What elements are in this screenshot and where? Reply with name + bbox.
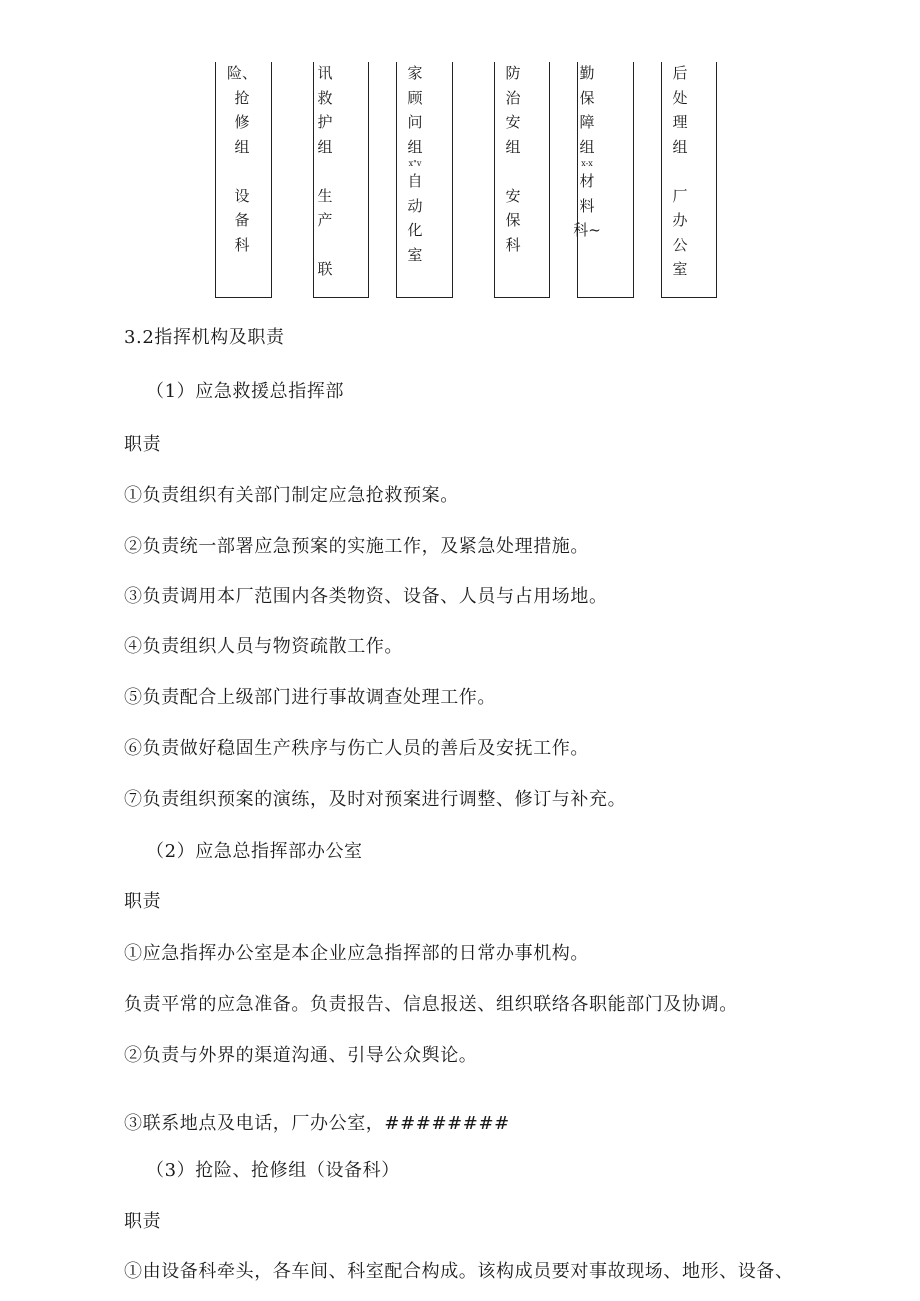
org-char: 料 (579, 196, 595, 215)
org-col-security (493, 61, 533, 257)
org-char: 安 (505, 113, 521, 131)
org-char: 备 (234, 211, 250, 229)
org-char: 产 (317, 211, 333, 229)
org-char: 处 (672, 88, 688, 107)
org-char: 自 (407, 172, 423, 190)
org-col-repair (222, 61, 262, 257)
org-col-expert (395, 61, 435, 267)
org-char: 顾 (407, 88, 423, 107)
org-char: 化 (407, 221, 423, 239)
org-mark: x-x (581, 159, 593, 168)
duty-item: ①负责组织有关部门制定应急抢救预案。 (124, 485, 459, 506)
org-char: 家 (407, 64, 423, 82)
org-char: 科~ (573, 221, 601, 239)
org-char: 材 (579, 172, 595, 190)
duty-item: ③联系地点及电话，厂办公室，######## (124, 1113, 510, 1134)
org-char (305, 159, 345, 184)
org-char: 组 (317, 137, 333, 156)
org-char: 厂 (672, 186, 688, 205)
duty-item: ②负责与外界的渠道沟通、引导公众舆论。 (124, 1045, 478, 1066)
subheading-1: （1）应急救援总指挥部 (146, 381, 345, 402)
org-char: 组 (505, 137, 521, 156)
org-char: 险、 (226, 64, 257, 82)
org-char: 生 (317, 186, 333, 205)
duty-label-1: 职责 (124, 434, 162, 455)
duty-label-3: 职责 (124, 1211, 162, 1232)
org-char (222, 159, 262, 184)
org-char: 设 (234, 186, 250, 205)
duty-item: ①由设备科牵头，各车间、科室配合构成。该构成员要对事故现场、地形、设备、 (124, 1261, 794, 1282)
subheading-2: （2）应急总指挥部办公室 (146, 841, 363, 862)
org-char: 防 (505, 64, 521, 82)
org-col-logistics (567, 61, 607, 243)
org-char: 组 (672, 137, 688, 156)
org-char: 保 (505, 211, 521, 229)
org-char: 组 (234, 137, 250, 156)
section-heading: 3.2指挥机构及职责 (124, 327, 285, 348)
org-char: 抢 (234, 88, 250, 107)
org-char: 讯 (317, 64, 333, 82)
duty-item: ④负责组织人员与物资疏散工作。 (124, 636, 403, 657)
duty-item: 负责平常的应急准备。负责报告、信息报送、组织联络各职能部门及协调。 (124, 994, 738, 1015)
org-char: 理 (672, 113, 688, 131)
org-char (305, 233, 345, 258)
duty-item: ①应急指挥办公室是本企业应急指挥部的日常办事机构。 (124, 943, 589, 964)
org-char: 组 (579, 137, 595, 156)
subheading-3: （3）抢险、抢修组（设备科） (146, 1160, 400, 1181)
org-char: 治 (505, 88, 521, 107)
duty-label-2: 职责 (124, 891, 162, 912)
org-char: 联 (317, 260, 333, 278)
org-mark: x"v (408, 159, 422, 168)
org-char: 动 (407, 196, 423, 215)
org-char: 安 (505, 186, 521, 205)
org-char: 障 (579, 113, 595, 131)
duty-item: ⑥负责做好稳固生产秩序与伤亡人员的善后及安抚工作。 (124, 738, 589, 759)
org-char: 问 (407, 113, 423, 131)
org-char: 救 (317, 88, 333, 107)
org-char: 组 (407, 137, 423, 156)
org-char: 科 (234, 235, 250, 254)
duty-item: ⑤负责配合上级部门进行事故调查处理工作。 (124, 687, 496, 708)
duty-item: ⑦负责组织预案的演练，及时对预案进行调整、修订与补充。 (124, 789, 627, 810)
org-char: 办 (672, 211, 688, 229)
org-char: 修 (234, 113, 250, 131)
duty-item: ②负责统一部署应急预案的实施工作，及紧急处理措施。 (124, 536, 589, 557)
org-char: 室 (407, 245, 423, 264)
org-char: 后 (672, 64, 688, 82)
org-char: 保 (579, 88, 595, 107)
org-char: 科 (505, 235, 521, 254)
org-char (493, 159, 533, 184)
org-char: 勤 (579, 64, 595, 82)
duty-item: ③负责调用本厂范围内各类物资、设备、人员与占用场地。 (124, 586, 608, 607)
org-col-aftermath (660, 61, 700, 282)
org-char: 室 (672, 260, 688, 278)
org-char (660, 159, 700, 184)
org-char: 护 (317, 113, 333, 131)
org-col-rescue (305, 61, 345, 282)
org-char: 公 (672, 235, 688, 254)
